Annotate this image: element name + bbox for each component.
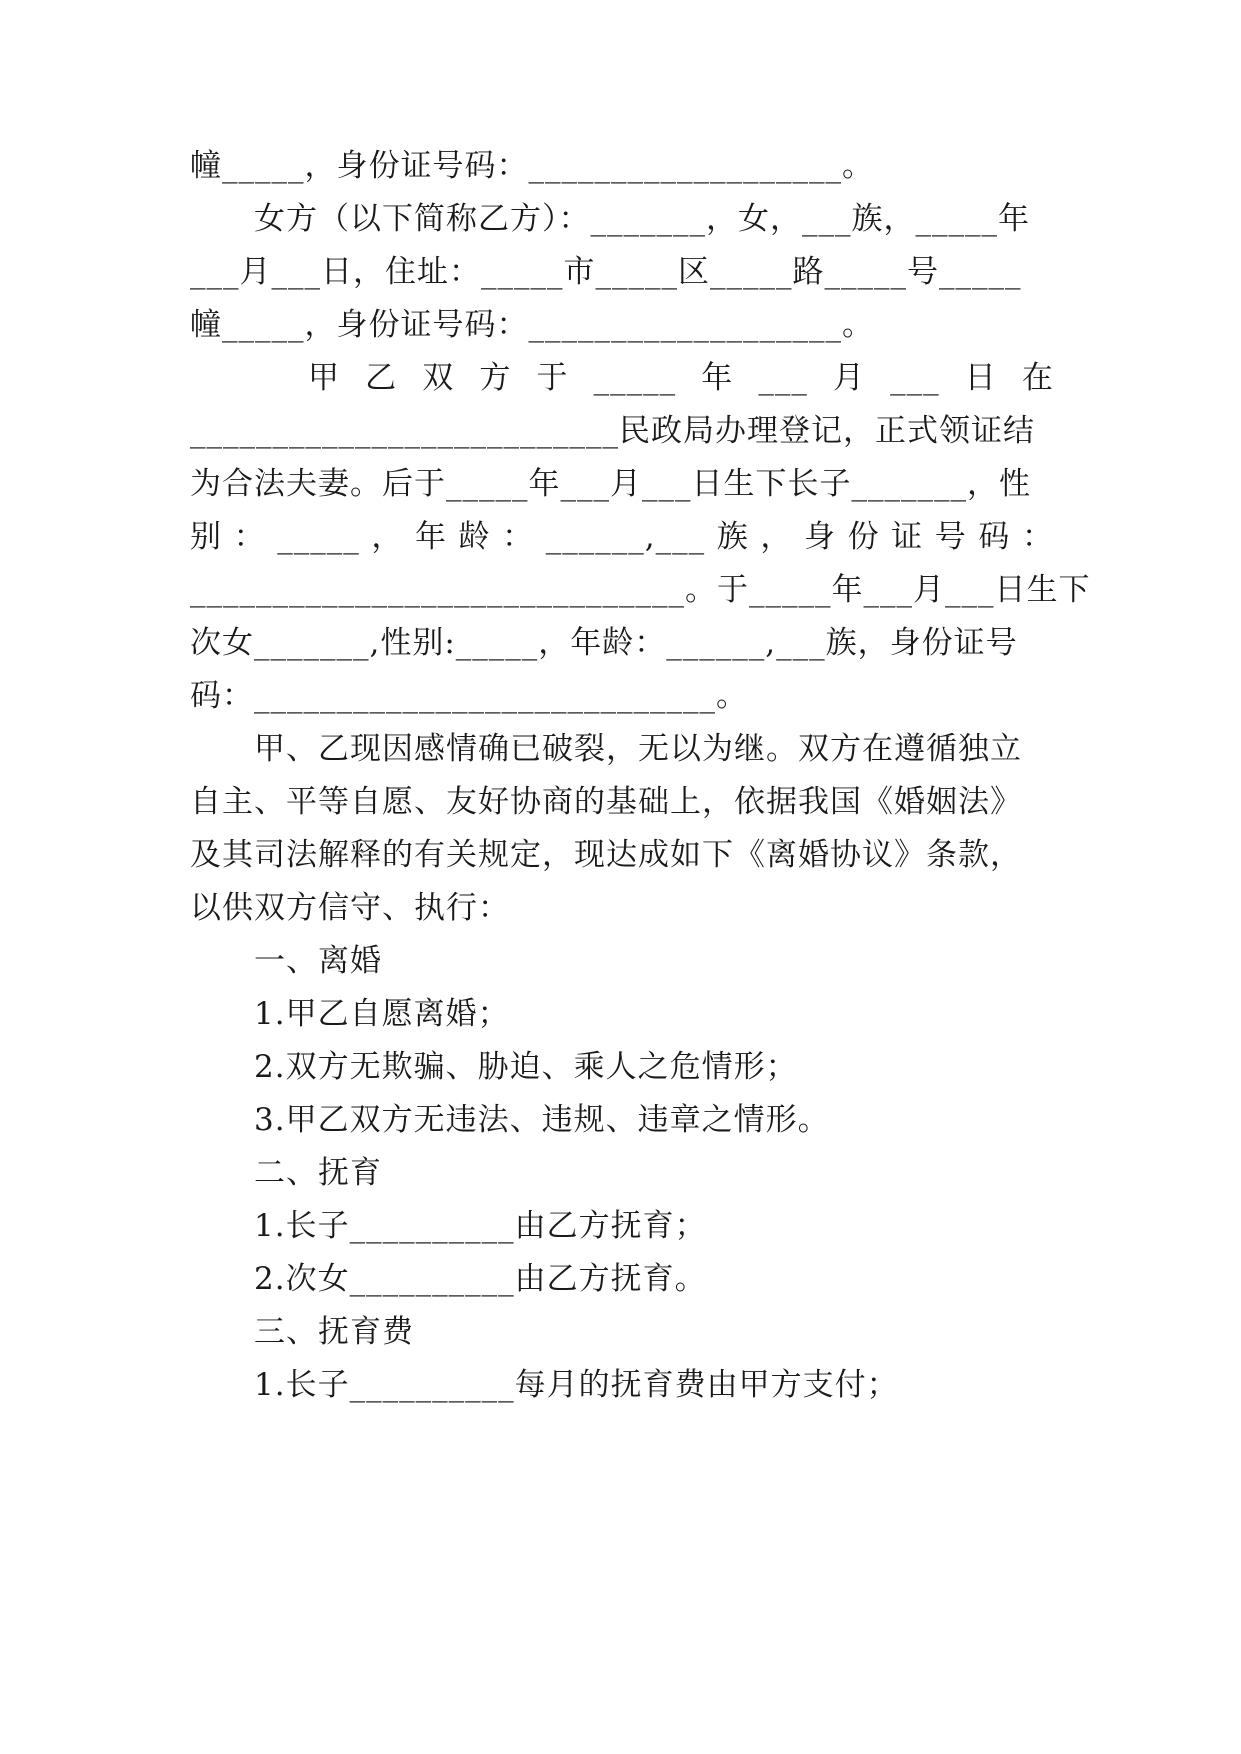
text-fragment: ： xyxy=(1022,519,1054,555)
list-item: 3.甲乙双方无违法、违规、违章之情形。 xyxy=(254,1102,830,1138)
list-item: 2.双方无欺骗、胁迫、乘人之危情形； xyxy=(254,1049,798,1085)
list-item: 2.次女__________由乙方抚育。 xyxy=(254,1261,707,1297)
text-fragment: 月 xyxy=(833,360,865,396)
text-fragment: 龄 xyxy=(458,519,491,555)
text-line: 次女_______,性别:_____，年龄：______,___族，身份证号 xyxy=(190,625,1018,661)
text-fragment: 在 xyxy=(1021,360,1054,396)
paragraph-line: 以供双方信守、执行： xyxy=(190,890,510,926)
text-fragment: 方 xyxy=(479,360,512,396)
text-fragment: 双 xyxy=(422,360,455,396)
paragraph-line: 甲、乙现因感情确已破裂，无以为继。双方在遵循独立 xyxy=(254,731,1022,767)
text-line: ___月___日，住址：_____市_____区_____路_____号_____ xyxy=(190,254,1022,290)
text-fragment: 身 xyxy=(803,519,836,555)
text-fragment: ， xyxy=(760,519,793,555)
text-line: 幢_____，身份证号码：___________________。 xyxy=(190,307,874,343)
blank-fragment: ___ xyxy=(890,360,940,396)
text-fragment: 别 xyxy=(190,519,222,555)
text-fragment: 乙 xyxy=(365,360,398,396)
section-heading: 一、离婚 xyxy=(254,943,382,979)
text-fragment: 证 xyxy=(891,519,924,555)
section-heading: 三、抚育费 xyxy=(254,1314,414,1350)
text-fragment: 码 xyxy=(978,519,1011,555)
blank-fragment: _____ xyxy=(277,519,360,555)
list-item: 1.长子__________每月的抚育费由甲方支付； xyxy=(254,1367,899,1403)
list-item: 1.长子__________由乙方抚育； xyxy=(254,1208,707,1244)
blank-fragment: ______,___ xyxy=(545,519,706,555)
text-fragment: ， xyxy=(371,519,404,555)
text-line: 幢_____，身份证号码：___________________。 xyxy=(190,148,874,184)
text-line: ______________________________。于_____年___月___日生下 xyxy=(190,572,1091,608)
text-fragment: 日 xyxy=(964,360,997,396)
spaced-text-line xyxy=(308,358,1054,398)
text-fragment: 甲 xyxy=(308,360,340,396)
text-line: 为合法夫妻。后于_____年___月___日生下长子_______，性 xyxy=(190,466,1031,502)
text-line: 码：____________________________。 xyxy=(190,678,748,714)
paragraph-line: 自主、平等自愿、友好协商的基础上，依据我国《婚姻法》 xyxy=(190,784,1022,820)
text-fragment: 号 xyxy=(934,519,967,555)
text-line: 女方（以下简称乙方）：_______，女，___族，_____年 xyxy=(254,201,1030,237)
section-heading: 二、抚育 xyxy=(254,1155,382,1191)
blank-fragment: ___ xyxy=(758,360,808,396)
text-fragment: 份 xyxy=(847,519,880,555)
text-fragment: 于 xyxy=(536,360,569,396)
text-fragment: 年 xyxy=(414,519,447,555)
text-fragment: ： xyxy=(233,519,266,555)
paragraph-line: 及其司法解释的有关规定，现达成如下《离婚协议》条款， xyxy=(190,837,1022,873)
spaced-text-line xyxy=(190,517,1054,557)
text-line: __________________________民政局办理登记，正式领证结 xyxy=(190,413,1035,449)
blank-fragment: _____ xyxy=(593,360,677,396)
list-item: 1.甲乙自愿离婚； xyxy=(254,996,510,1032)
text-fragment: 年 xyxy=(701,360,734,396)
text-fragment: 族 xyxy=(716,519,749,555)
text-fragment: ： xyxy=(502,519,535,555)
